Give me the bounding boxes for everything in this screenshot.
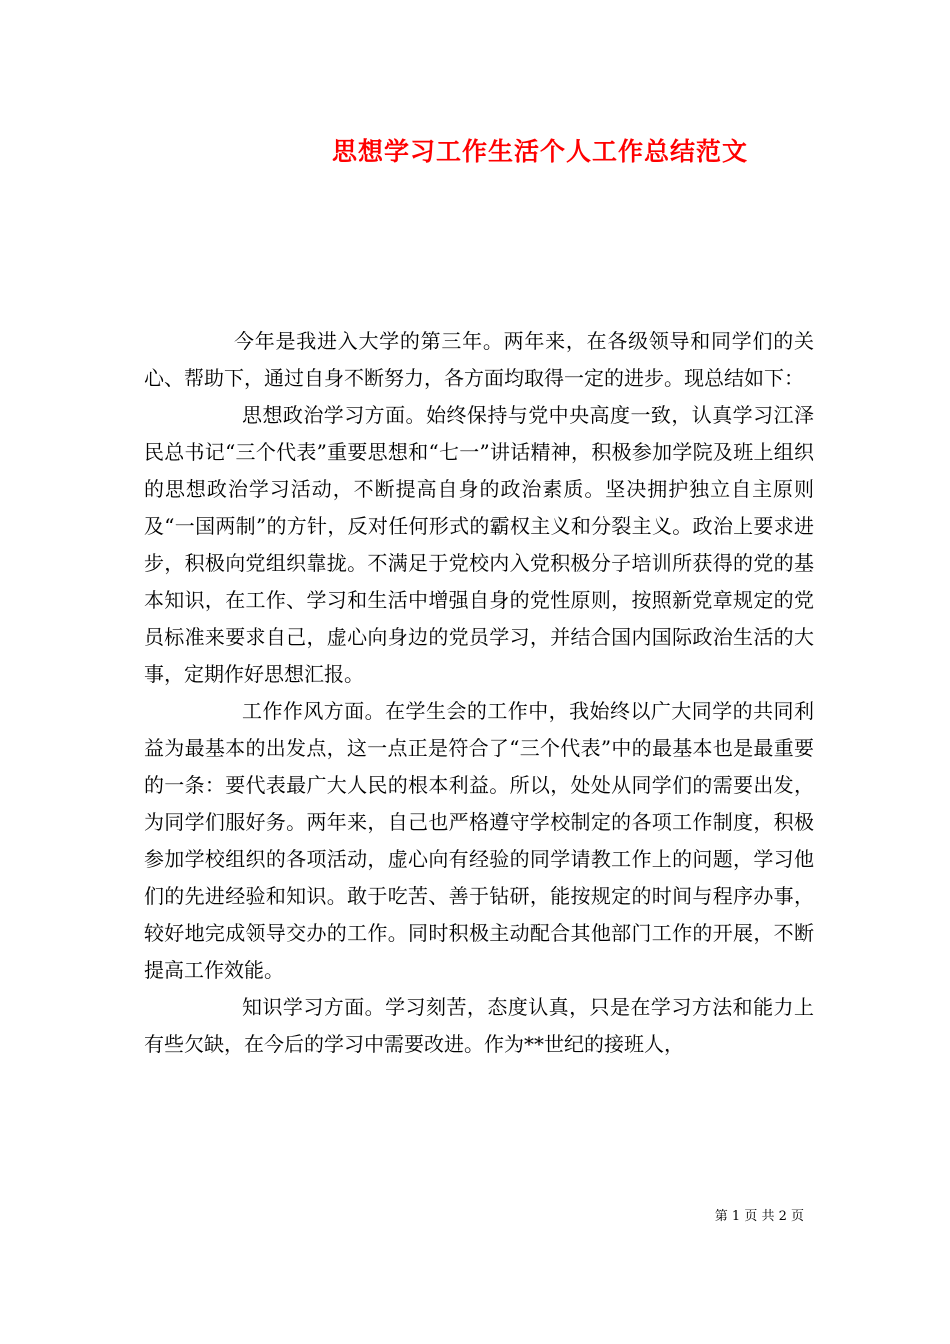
paragraph-work-style: 工作作风方面。在学生会的工作中，我始终以广大同学的共同利益为最基本的出发点，这一点正是符合了“三个代表”中的最基本也是最重要的一条：要代表最广大人民的根本利益。所以，处处从同学们的需要出发，为同学们服好务。两年来，自己也严格遵守学校制定的各项工作制度，积极参加学校组织的各项活动，虚心向有经验的同学请教工作上的问题，学习他们的先进经验和知识。敢于吃苦、善于钻研，能按规定的时间与程序办事，较好地完成领导交办的工作。同时积极主动配合其他部门工作的开展，不断提高工作效能。	[144, 699, 814, 982]
page-number-footer: 第 1 页 共 2 页	[714, 1209, 804, 1224]
paragraph-intro: 今年是我进入大学的第三年。两年来，在各级领导和同学们的关心、帮助下，通过自身不断努力，各方面均取得一定的进步。现总结如下：	[144, 329, 814, 390]
document-title: 思想学习工作生活个人工作总结范文	[331, 137, 748, 166]
document-body	[144, 323, 814, 1063]
paragraph-knowledge-study: 知识学习方面。学习刻苦，态度认真，只是在学习方法和能力上有些欠缺，在今后的学习中需要改进。作为**世纪的接班人，	[144, 995, 814, 1056]
paragraph-political-study: 思想政治学习方面。始终保持与党中央高度一致，认真学习江泽民总书记“三个代表”重要思想和“七一”讲话精神，积极参加学院及班上组织的思想政治学习活动，不断提高自身的政治素质。坚决拥护独立自主原则及“一国两制”的方针，反对任何形式的霸权主义和分裂主义。政治上要求进步，积极向党组织靠拢。不满足于党校内入党积极分子培训所获得的党的基本知识，在工作、学习和生活中增强自身的党性原则，按照新党章规定的党员标准来要求自己，虚心向身边的党员学习，并结合国内国际政治生活的大事，定期作好思想汇报。	[144, 403, 814, 686]
